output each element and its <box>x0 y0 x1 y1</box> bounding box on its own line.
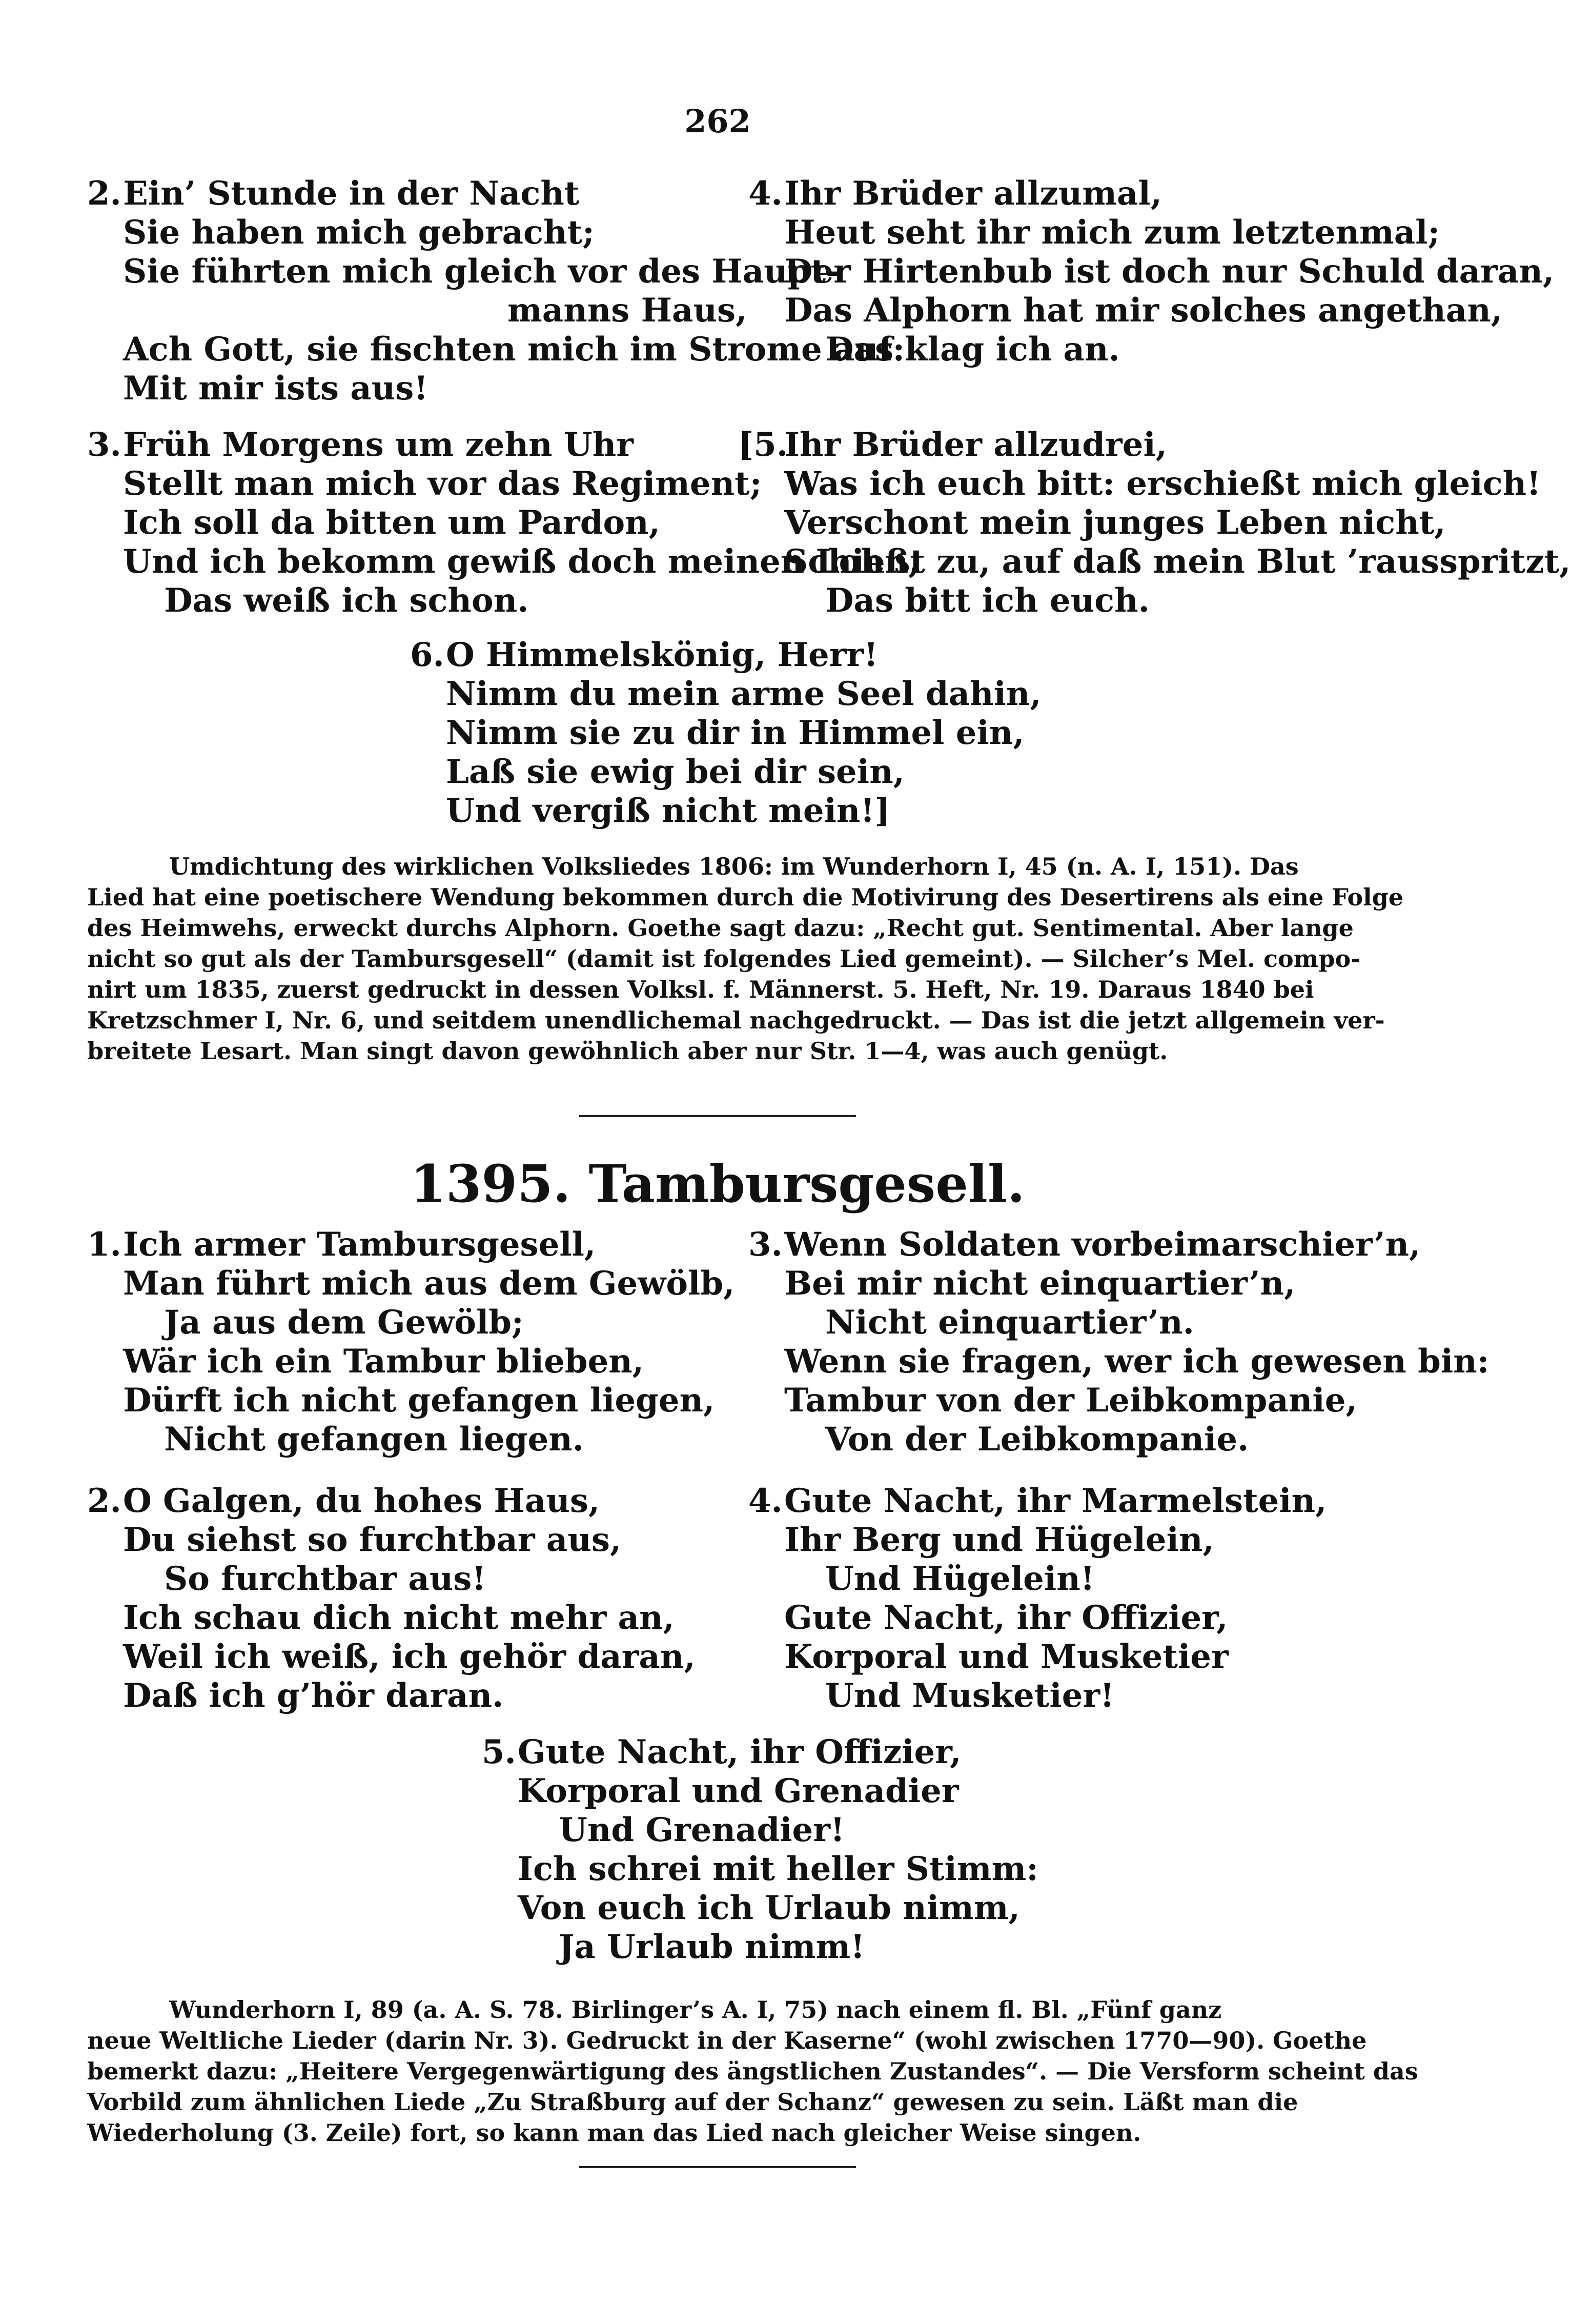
verse-line: Gute Nacht, ihr Offizier, <box>518 1733 962 1771</box>
verse-line: Bei mir nicht einquartier’n, <box>784 1264 1296 1303</box>
verse-line: Nimm du mein arme Seel dahin, <box>446 675 1042 713</box>
verse-line: Wenn Soldaten vorbeimarschier’n, <box>784 1225 1421 1264</box>
verse-line: Und vergiß nicht mein!] <box>446 792 890 830</box>
note-line: des Heimwehs, erweckt durchs Alphorn. Goethe sagt dazu: „Recht gut. Sentimental. Aber lange <box>87 914 1354 942</box>
section-divider <box>579 2166 856 2168</box>
stanza-number: 4. <box>748 1482 783 1520</box>
verse-line: Ja aus dem Gewölb; <box>164 1303 524 1342</box>
verse-line: Tambur von der Leibkompanie, <box>784 1381 1357 1420</box>
note-line: breitete Lesart. Man singt davon gewöhnlich aber nur Str. 1—4, was auch genügt. <box>87 1037 1168 1065</box>
stanza-number: 1. <box>87 1225 121 1264</box>
verse-line: Das Alphorn hat mir solches angethan, <box>784 291 1503 330</box>
song-number: 1395. <box>410 1154 571 1214</box>
verse-line: Ihr Brüder allzumal, <box>784 174 1162 213</box>
verse-line: Ihr Berg und Hügelein, <box>784 1521 1214 1559</box>
verse-line: Man führt mich aus dem Gewölb, <box>123 1264 735 1303</box>
verse-line: Korporal und Musketier <box>784 1638 1229 1676</box>
verse-line: Gute Nacht, ihr Marmelstein, <box>784 1482 1327 1520</box>
stanza-number: 3. <box>748 1225 783 1264</box>
verse-line: Das weiß ich schon. <box>164 581 529 620</box>
verse-line: Korporal und Grenadier <box>518 1772 959 1810</box>
commentary-note <box>87 851 1404 1066</box>
verse-line: Und Grenadier! <box>559 1811 845 1849</box>
verse-line: Und Musketier! <box>825 1676 1115 1715</box>
verse-line: Weil ich weiß, ich gehör daran, <box>123 1638 696 1676</box>
stanza-number: [5. <box>738 426 788 464</box>
verse-line: Daß ich g’hör daran. <box>123 1676 504 1715</box>
verse-line: Ja Urlaub nimm! <box>559 1928 865 1966</box>
commentary-note <box>87 1994 1418 2148</box>
verse-line: Von euch ich Urlaub nimm, <box>518 1889 1020 1927</box>
verse-line: manns Haus, <box>507 291 747 330</box>
note-line: neue Weltliche Lieder (darin Nr. 3). Gedruckt in der Kaserne“ (wohl zwischen 1770—90). Goethe <box>87 2027 1367 2054</box>
note-line: Wunderhorn I, 89 (a. A. S. 78. Birlinger’s A. I, 75) nach einem fl. Bl. „Fünf ganz <box>169 1996 1222 2024</box>
verse-line: Laß sie ewig bei dir sein, <box>446 753 905 791</box>
verse-line: Ich schau dich nicht mehr an, <box>123 1599 675 1637</box>
stanza-1 <box>87 1225 735 1459</box>
stanza-number: 5. <box>482 1733 516 1771</box>
verse-line: Sie führten mich gleich vor des Haupt- <box>123 252 840 291</box>
verse-line: Sie haben mich gebracht; <box>123 213 595 252</box>
verse-line: Stellt man mich vor das Regiment; <box>123 464 762 503</box>
verse-line: Das klag ich an. <box>825 330 1120 369</box>
stanza-2 <box>87 1482 696 1715</box>
section-divider <box>579 1115 856 1117</box>
verse-line: O Galgen, du hohes Haus, <box>123 1482 600 1520</box>
verse-line: Nicht gefangen liegen. <box>164 1420 584 1459</box>
verse-line: Wär ich ein Tambur blieben, <box>123 1342 644 1381</box>
note-line: bemerkt dazu: „Heitere Vergegenwärtigung des ängstlichen Zustandes“. — Die Versform scheint das <box>87 2057 1418 2085</box>
verse-line: Und Hügelein! <box>825 1560 1095 1598</box>
note-line: nirt um 1835, zuerst gedruckt in dessen Volksl. f. Männerst. 5. Heft, Nr. 19. Daraus 1840 bei <box>87 976 1314 1003</box>
verse-line: So furchtbar aus! <box>164 1560 486 1598</box>
verse-line: Heut seht ihr mich zum letztenmal; <box>784 213 1440 252</box>
verse-line: Ach Gott, sie fischten mich im Strome auf: <box>123 330 905 369</box>
verse-line: Gute Nacht, ihr Offizier, <box>784 1599 1228 1637</box>
verse-line: Schießt zu, auf daß mein Blut ’rausspritzt, <box>784 542 1571 581</box>
stanza-5 <box>482 1733 1038 1967</box>
verse-line: Nimm sie zu dir in Himmel ein, <box>446 714 1025 752</box>
stanza-number: 2. <box>87 174 121 213</box>
stanza-4 <box>748 1482 1327 1715</box>
verse-line: Du siehst so furchtbar aus, <box>123 1521 622 1559</box>
stanza-4 <box>748 174 1554 369</box>
stanza-3 <box>748 1225 1489 1459</box>
verse-line: Ein’ Stunde in der Nacht <box>123 174 580 213</box>
verse-line: Dürft ich nicht gefangen liegen, <box>123 1381 715 1420</box>
verse-line: Und ich bekomm gewiß doch meinen Lohn, <box>123 542 920 581</box>
song-title-text: Tambursgesell. <box>588 1154 1025 1214</box>
stanza-5 <box>738 426 1571 620</box>
stanza-number: 4. <box>748 174 783 213</box>
verse-line: Ich schrei mit heller Stimm: <box>518 1850 1038 1888</box>
verse-line: Ich soll da bitten um Pardon, <box>123 503 660 542</box>
verse-line: Von der Leibkompanie. <box>825 1420 1249 1459</box>
stanza-6 <box>410 636 1042 831</box>
verse-line: Ihr Brüder allzudrei, <box>784 426 1168 464</box>
verse-line: Nicht einquartier’n. <box>825 1303 1194 1342</box>
song-title <box>0 1154 1435 1214</box>
verse-line: Was ich euch bitt: erschießt mich gleich! <box>784 464 1541 503</box>
note-line: Kretzschmer I, Nr. 6, und seitdem unendlichemal nachgedruckt. — Das ist die jetzt allgemein ver- <box>87 1006 1385 1034</box>
verse-line: Mit mir ists aus! <box>123 369 429 408</box>
note-line: nicht so gut als der Tambursgesell“ (damit ist folgendes Lied gemeint). — Silcher’s Mel. compo- <box>87 945 1361 973</box>
verse-line: Verschont mein junges Leben nicht, <box>784 503 1446 542</box>
note-line: Lied hat eine poetischere Wendung bekommen durch die Motivirung des Desertirens als eine Folge <box>87 883 1404 911</box>
stanza-number: 6. <box>410 636 444 674</box>
verse-line: Das bitt ich euch. <box>825 581 1150 620</box>
page-number: 262 <box>684 103 751 140</box>
verse-line: Wenn sie fragen, wer ich gewesen bin: <box>784 1342 1490 1381</box>
verse-line: O Himmelskönig, Herr! <box>446 636 879 674</box>
note-line: Vorbild zum ähnlichen Liede „Zu Straßburg auf der Schanz“ gewesen zu sein. Läßt man die <box>87 2088 1298 2116</box>
stanza-number: 2. <box>87 1482 121 1520</box>
verse-line: Ich armer Tambursgesell, <box>123 1225 596 1264</box>
note-line: Wiederholung (3. Zeile) fort, so kann man das Lied nach gleicher Weise singen. <box>87 2119 1141 2147</box>
verse-line: Früh Morgens um zehn Uhr <box>123 426 634 464</box>
verse-line: Der Hirtenbub ist doch nur Schuld daran, <box>784 252 1555 291</box>
note-line: Umdichtung des wirklichen Volksliedes 1806: im Wunderhorn I, 45 (n. A. I, 151). Das <box>169 853 1299 880</box>
stanza-number: 3. <box>87 426 121 464</box>
